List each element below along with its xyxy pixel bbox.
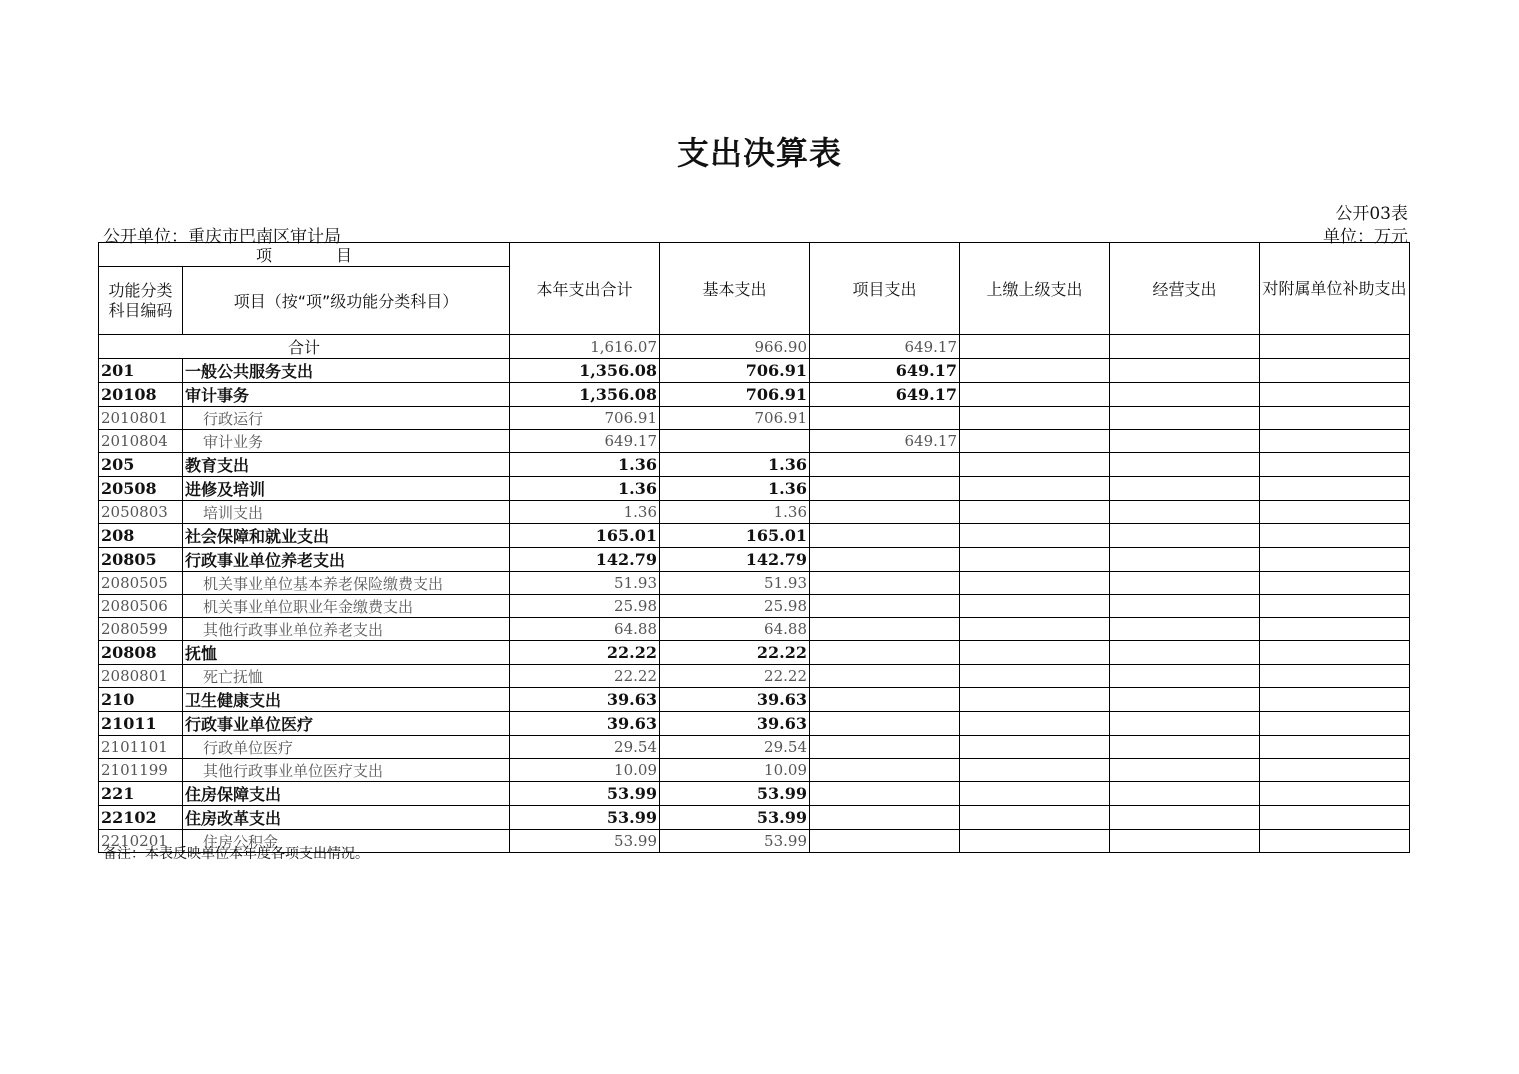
row-project [810,477,960,501]
row-name: 机关事业单位基本养老保险缴费支出 [183,572,510,595]
table-row [99,759,1410,782]
row-total: 1,356.08 [510,359,660,383]
row-upper [960,782,1110,806]
row-code: 20808 [99,641,183,665]
row-project: 649.17 [810,430,960,453]
row-total: 22.22 [510,641,660,665]
row-basic: 51.93 [660,572,810,595]
total-label: 合计 [99,335,510,359]
row-total: 1.36 [510,501,660,524]
row-upper [960,712,1110,736]
header-code: 功能分类科目编码 [99,267,183,335]
row-name: 住房改革支出 [183,806,510,830]
header-basic: 基本支出 [660,243,810,335]
row-project [810,806,960,830]
table-row [99,383,1410,407]
row-name: 机关事业单位职业年金缴费支出 [183,595,510,618]
row-total: 706.91 [510,407,660,430]
row-project [810,712,960,736]
row-name: 死亡抚恤 [183,665,510,688]
row-basic: 706.91 [660,407,810,430]
reporting-unit: 公开单位：重庆市巴南区审计局 [103,227,341,247]
row-name: 行政事业单位医疗 [183,712,510,736]
row-business [1110,712,1260,736]
row-basic: 165.01 [660,524,810,548]
table-row [99,641,1410,665]
row-business [1110,477,1260,501]
total-business [1110,335,1260,359]
row-business [1110,501,1260,524]
header-business: 经营支出 [1110,243,1260,335]
row-name: 卫生健康支出 [183,688,510,712]
row-project [810,736,960,759]
row-code: 208 [99,524,183,548]
row-name: 行政事业单位养老支出 [183,548,510,572]
row-code: 2080505 [99,572,183,595]
row-upper [960,688,1110,712]
row-code: 2080599 [99,618,183,641]
row-total: 25.98 [510,595,660,618]
row-project [810,688,960,712]
row-project [810,830,960,853]
row-code: 22102 [99,806,183,830]
row-business [1110,782,1260,806]
table-row [99,359,1410,383]
row-basic: 1.36 [660,501,810,524]
row-project [810,548,960,572]
currency-unit: 单位：万元 [1323,227,1408,247]
row-total: 1,356.08 [510,383,660,407]
row-total: 39.63 [510,688,660,712]
row-subsidy [1260,477,1410,501]
row-code: 2101199 [99,759,183,782]
row-business [1110,759,1260,782]
row-code: 2080506 [99,595,183,618]
row-subsidy [1260,501,1410,524]
row-basic: 10.09 [660,759,810,782]
row-total: 64.88 [510,618,660,641]
table-row [99,572,1410,595]
row-business [1110,359,1260,383]
row-basic: 39.63 [660,712,810,736]
row-subsidy [1260,407,1410,430]
row-basic: 53.99 [660,830,810,853]
row-upper [960,407,1110,430]
row-total: 142.79 [510,548,660,572]
row-subsidy [1260,688,1410,712]
row-upper [960,806,1110,830]
row-business [1110,595,1260,618]
total-subsidy [1260,335,1410,359]
row-business [1110,806,1260,830]
row-upper [960,618,1110,641]
table-row [99,430,1410,453]
footnote: 备注：本表反映单位本年度各项支出情况。 [103,846,369,862]
row-subsidy [1260,383,1410,407]
row-subsidy [1260,430,1410,453]
row-name: 社会保障和就业支出 [183,524,510,548]
table-row [99,618,1410,641]
page-title: 支出决算表 [676,134,842,172]
row-business [1110,688,1260,712]
row-name: 行政运行 [183,407,510,430]
row-subsidy [1260,524,1410,548]
table-row [99,524,1410,548]
row-subsidy [1260,618,1410,641]
total-project: 649.17 [810,335,960,359]
row-basic: 25.98 [660,595,810,618]
row-upper [960,524,1110,548]
row-business [1110,830,1260,853]
table-row [99,548,1410,572]
row-name: 住房保障支出 [183,782,510,806]
row-total: 29.54 [510,736,660,759]
row-total: 22.22 [510,665,660,688]
table-row [99,453,1410,477]
row-basic: 1.36 [660,477,810,501]
row-basic: 706.91 [660,383,810,407]
row-name: 其他行政事业单位养老支出 [183,618,510,641]
row-subsidy [1260,759,1410,782]
row-name: 培训支出 [183,501,510,524]
row-total: 1.36 [510,453,660,477]
row-code: 2080801 [99,665,183,688]
row-subsidy [1260,453,1410,477]
row-subsidy [1260,712,1410,736]
row-project [810,782,960,806]
row-upper [960,736,1110,759]
row-total: 10.09 [510,759,660,782]
row-project [810,524,960,548]
row-name: 审计业务 [183,430,510,453]
row-project [810,618,960,641]
row-basic: 29.54 [660,736,810,759]
row-basic: 706.91 [660,359,810,383]
row-name: 一般公共服务支出 [183,359,510,383]
row-subsidy [1260,572,1410,595]
row-project [810,407,960,430]
row-basic: 22.22 [660,665,810,688]
row-name: 其他行政事业单位医疗支出 [183,759,510,782]
row-code: 2010804 [99,430,183,453]
row-code: 2210201 [99,830,183,853]
row-basic: 1.36 [660,453,810,477]
row-code: 20508 [99,477,183,501]
row-total: 53.99 [510,782,660,806]
row-total: 1.36 [510,477,660,501]
row-basic: 53.99 [660,782,810,806]
row-basic: 53.99 [660,806,810,830]
row-project [810,453,960,477]
row-name: 教育支出 [183,453,510,477]
row-business [1110,383,1260,407]
row-code: 221 [99,782,183,806]
row-project: 649.17 [810,383,960,407]
header-total: 本年支出合计 [510,243,660,335]
row-total: 165.01 [510,524,660,548]
header-project: 项目支出 [810,243,960,335]
total-upper [960,335,1110,359]
table-row [99,595,1410,618]
row-name: 住房公积金 [183,830,510,853]
row-project [810,595,960,618]
table-row [99,806,1410,830]
row-upper [960,359,1110,383]
row-upper [960,595,1110,618]
table-row [99,736,1410,759]
row-name: 进修及培训 [183,477,510,501]
row-total: 649.17 [510,430,660,453]
row-upper [960,477,1110,501]
row-code: 205 [99,453,183,477]
row-total: 53.99 [510,806,660,830]
row-upper [960,383,1110,407]
table-row [99,665,1410,688]
row-project [810,501,960,524]
row-project [810,665,960,688]
total-total: 1,616.07 [510,335,660,359]
header-upper: 上缴上级支出 [960,243,1110,335]
row-upper [960,641,1110,665]
row-business [1110,618,1260,641]
total-basic: 966.90 [660,335,810,359]
row-code: 2010801 [99,407,183,430]
row-code: 201 [99,359,183,383]
row-subsidy [1260,830,1410,853]
row-upper [960,430,1110,453]
row-code: 20108 [99,383,183,407]
row-code: 2050803 [99,501,183,524]
table-row [99,782,1410,806]
row-basic [660,430,810,453]
header-item: 项 目 [99,243,510,267]
expenditure-table [98,242,1410,853]
row-business [1110,407,1260,430]
row-business [1110,524,1260,548]
row-upper [960,665,1110,688]
row-subsidy [1260,736,1410,759]
row-name: 审计事务 [183,383,510,407]
row-business [1110,736,1260,759]
table-row [99,407,1410,430]
row-basic: 22.22 [660,641,810,665]
row-business [1110,430,1260,453]
row-business [1110,641,1260,665]
row-code: 2101101 [99,736,183,759]
row-code: 20805 [99,548,183,572]
row-code: 210 [99,688,183,712]
row-upper [960,572,1110,595]
row-project [810,641,960,665]
row-project [810,759,960,782]
row-basic: 39.63 [660,688,810,712]
total-row [99,335,1410,359]
row-subsidy [1260,359,1410,383]
row-subsidy [1260,782,1410,806]
row-total: 51.93 [510,572,660,595]
row-subsidy [1260,665,1410,688]
row-business [1110,453,1260,477]
row-subsidy [1260,641,1410,665]
row-code: 21011 [99,712,183,736]
row-basic: 64.88 [660,618,810,641]
row-project [810,572,960,595]
row-basic: 142.79 [660,548,810,572]
table-row [99,501,1410,524]
row-business [1110,665,1260,688]
row-total: 39.63 [510,712,660,736]
row-business [1110,548,1260,572]
row-upper [960,501,1110,524]
row-project: 649.17 [810,359,960,383]
row-subsidy [1260,595,1410,618]
row-subsidy [1260,806,1410,830]
table-row [99,477,1410,501]
row-upper [960,548,1110,572]
row-name: 抚恤 [183,641,510,665]
row-subsidy [1260,548,1410,572]
table-row [99,712,1410,736]
row-business [1110,572,1260,595]
row-upper [960,453,1110,477]
header-name: 项目（按“项”级功能分类科目） [183,267,510,335]
row-upper [960,830,1110,853]
form-number: 公开03表 [1335,204,1408,224]
row-name: 行政单位医疗 [183,736,510,759]
row-total: 53.99 [510,830,660,853]
row-upper [960,759,1110,782]
header-subsidy: 对附属单位补助支出 [1260,243,1410,335]
table-row [99,688,1410,712]
